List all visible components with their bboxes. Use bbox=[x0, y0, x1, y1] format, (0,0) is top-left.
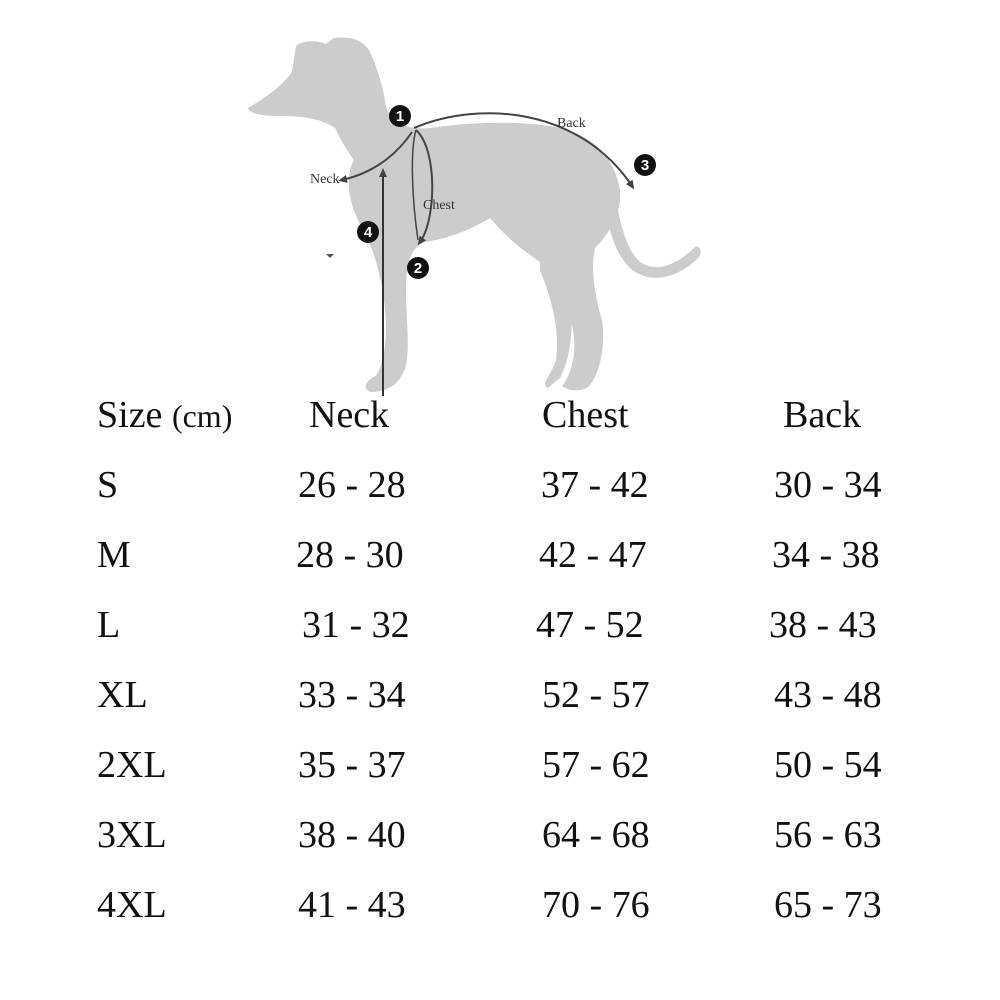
marker-4 bbox=[357, 221, 379, 243]
row-back: 65 - 73 bbox=[774, 884, 882, 926]
row-neck: 31 - 32 bbox=[302, 604, 410, 646]
row-size: M bbox=[97, 534, 131, 576]
row-neck: 41 - 43 bbox=[298, 884, 406, 926]
row-neck: 35 - 37 bbox=[298, 744, 406, 786]
header-chest: Chest bbox=[542, 394, 629, 436]
row-back: 43 - 48 bbox=[774, 674, 882, 716]
row-chest: 47 - 52 bbox=[536, 604, 644, 646]
dog-silhouette bbox=[248, 38, 701, 392]
row-size: 4XL bbox=[97, 884, 167, 926]
header-size-unit: (cm) bbox=[171, 398, 233, 434]
header-neck: Neck bbox=[309, 394, 390, 436]
dog-body-shape bbox=[349, 108, 620, 392]
marker-1-number: 1 bbox=[395, 108, 405, 125]
row-back: 38 - 43 bbox=[769, 604, 877, 646]
marker-2-number: 2 bbox=[413, 260, 423, 277]
row-size: 2XL bbox=[97, 744, 167, 786]
stray-mark bbox=[326, 254, 334, 258]
marker-1 bbox=[389, 105, 411, 127]
row-neck: 38 - 40 bbox=[298, 814, 406, 856]
header-back: Back bbox=[783, 394, 862, 436]
row-size: L bbox=[97, 604, 121, 646]
header-size bbox=[97, 380, 232, 450]
marker-3 bbox=[634, 154, 656, 176]
marker-4-number: 4 bbox=[363, 224, 373, 241]
row-chest: 52 - 57 bbox=[542, 674, 650, 716]
row-size: S bbox=[97, 464, 119, 506]
row-chest: 64 - 68 bbox=[542, 814, 650, 856]
row-back: 34 - 38 bbox=[772, 534, 880, 576]
dog-measurement-diagram bbox=[0, 0, 1000, 400]
row-back: 56 - 63 bbox=[774, 814, 882, 856]
marker-3-number: 3 bbox=[640, 157, 650, 174]
row-chest: 42 - 47 bbox=[539, 534, 647, 576]
size-chart-table bbox=[0, 380, 1000, 940]
row-size: XL bbox=[97, 674, 148, 716]
row-chest: 37 - 42 bbox=[541, 464, 649, 506]
row-size: 3XL bbox=[97, 814, 167, 856]
row-neck: 28 - 30 bbox=[296, 534, 404, 576]
marker-2 bbox=[407, 257, 429, 279]
row-neck: 33 - 34 bbox=[298, 674, 406, 716]
neck-label: Neck bbox=[310, 172, 340, 187]
row-chest: 57 - 62 bbox=[542, 744, 650, 786]
row-neck: 26 - 28 bbox=[298, 464, 406, 506]
row-back: 50 - 54 bbox=[774, 744, 882, 786]
row-back: 30 - 34 bbox=[774, 464, 882, 506]
row-chest: 70 - 76 bbox=[542, 884, 650, 926]
header-size-label: Size bbox=[97, 394, 163, 436]
chest-label: Chest bbox=[423, 198, 455, 213]
back-label: Back bbox=[557, 116, 586, 131]
